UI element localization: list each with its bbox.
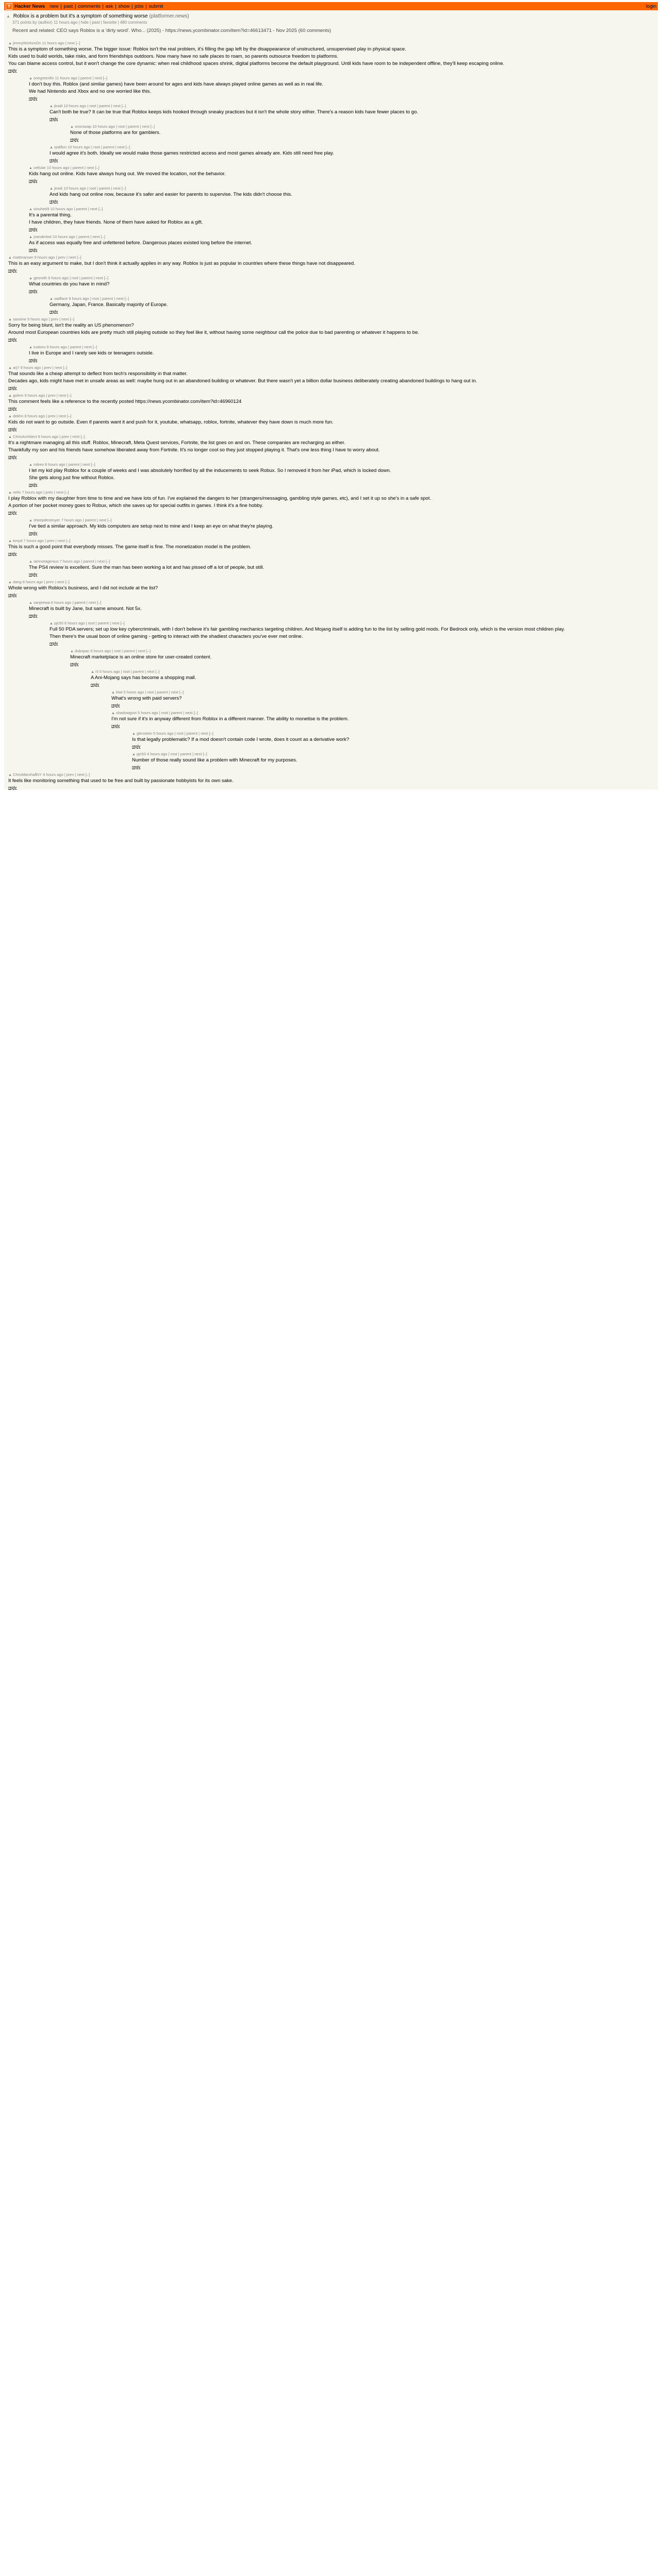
upvote-icon[interactable]: ▲: [70, 650, 74, 653]
comment-paragraph: Minecraft marketplace is an online store for user-created content.: [70, 654, 212, 660]
comment-paragraph: Decades ago, kids might have met in unsafe areas as well: maybe hung out in an abandoned building or whatever. But there wasn't yet a billion dollar business deliberately creating abandoned buildings to hang out in.: [8, 378, 477, 384]
upvote-icon[interactable]: ▲: [132, 753, 136, 756]
upvote-icon[interactable]: ▲: [29, 77, 32, 80]
nav-submit[interactable]: submit: [148, 3, 163, 9]
comment: [29, 207, 656, 231]
comment-meta[interactable]: jimmyWorkzsOn 11 hours ago | next [–]: [12, 41, 80, 45]
comment-paragraph: It feels like monitoring something that used to be free and built by passionate hobbyists for its own sake.: [8, 778, 234, 784]
reply-link[interactable]: reply: [8, 510, 17, 515]
comment-head: [29, 462, 656, 467]
comment-paragraph: Number of those really sound like a problem with Minecraft for my purposes.: [132, 757, 297, 763]
reply-link[interactable]: reply: [70, 137, 79, 142]
reply-link[interactable]: reply: [8, 551, 17, 556]
reply-link[interactable]: reply: [49, 199, 58, 204]
comment-paragraph: It's a parental thing.: [29, 212, 72, 218]
reply-link[interactable]: reply: [132, 765, 141, 769]
upvote-icon[interactable]: ▲: [111, 691, 115, 694]
reply-link[interactable]: reply: [8, 454, 17, 459]
comment-head: [132, 752, 656, 756]
comment-meta[interactable]: onegreenfin 11 hours ago | parent | next [–]: [33, 76, 107, 80]
comment-meta[interactable]: golem 9 hours ago | prev | next [–]: [12, 393, 72, 398]
comment-body: [8, 46, 656, 66]
upvote-icon[interactable]: ▲: [49, 187, 53, 191]
comment: [8, 772, 656, 790]
comment-head: [8, 490, 656, 495]
comment-body: [49, 626, 656, 639]
comment-paragraph: This is such a good point that everybody misses. The game itself is fine. The monetization model is the problem.: [8, 544, 252, 550]
comment: [29, 165, 656, 183]
comment-meta[interactable]: tonyd 7 hours ago | prev | next [–]: [12, 538, 71, 543]
comment-body: [8, 585, 656, 591]
comment-meta[interactable]: xnorswap 10 hours ago | root | parent | next [–]: [74, 124, 155, 129]
hn-header: [4, 2, 658, 10]
comment-body: [8, 544, 656, 550]
comment-meta[interactable]: jtradi 10 hours ago | root | parent | next [–]: [54, 104, 126, 108]
story-title-row: [6, 13, 656, 19]
comment-body: [8, 496, 656, 509]
comment: [8, 490, 656, 515]
reply-link[interactable]: reply: [29, 613, 38, 618]
comment-head: [29, 559, 656, 564]
comment-head: [29, 276, 656, 280]
story-text: [12, 28, 656, 33]
comment-body: [8, 323, 656, 335]
upvote-icon[interactable]: ▲: [29, 208, 32, 211]
upvote-icon[interactable]: ▲: [29, 277, 32, 280]
comment-paragraph: You can blame access control, but it won't change the core dynamic: when real childhood spaces shrink, digital platforms become the default playground. Until kids have room to be independent offline, they'll keep escaping online.: [8, 61, 505, 66]
comment: [111, 690, 656, 707]
upvote-icon[interactable]: ▲: [29, 463, 32, 467]
comment-body: [29, 350, 656, 356]
comment: [8, 538, 656, 556]
nav-ask[interactable]: ask: [105, 3, 113, 9]
comment-head: [111, 690, 656, 694]
comment: [49, 621, 656, 646]
nav-separator: |: [101, 3, 105, 9]
comment-meta[interactable]: arj7 9 hours ago | prev | next [–]: [12, 365, 68, 370]
comment: [8, 317, 656, 342]
story: [4, 10, 658, 37]
comment-paragraph: The PS4 review is excellent. Sure the man has been working a lot and has pissed off a lot of people, but still.: [29, 565, 264, 570]
comment-meta[interactable]: dekhn 8 hours ago | prev | next [–]: [12, 414, 72, 418]
comment: [29, 234, 656, 252]
upvote-icon[interactable]: ▲: [49, 297, 53, 301]
reply-link[interactable]: reply: [29, 531, 38, 535]
comment-head: [8, 317, 656, 321]
comment-paragraph: I live in Europe and I rarely see kids or teenagers outside.: [29, 350, 154, 356]
comment-meta[interactable]: sadface 9 hours ago | root | parent | next [–]: [54, 296, 129, 301]
nav-separator: |: [73, 3, 78, 9]
reply-link[interactable]: reply: [49, 116, 58, 121]
comment-head: [132, 731, 656, 736]
upvote-icon[interactable]: ▲: [8, 318, 12, 321]
comment-body: [70, 130, 656, 135]
hn-logo-icon[interactable]: Y: [6, 3, 12, 10]
comment: [8, 41, 656, 73]
story-site[interactable]: (platformer.news): [149, 13, 189, 19]
comment-head: [111, 710, 656, 715]
reply-link[interactable]: reply: [8, 427, 17, 431]
comment-body: [49, 109, 656, 115]
comment-paragraph: Kids do not want to go outside. Even if parents want it and push for it, youtube, whatsapp, roblox, fortnite, whatever they have down is much more fun.: [8, 419, 334, 425]
upvote-icon[interactable]: ▲: [70, 125, 74, 129]
reply-link[interactable]: reply: [8, 268, 17, 273]
nav-past[interactable]: past: [63, 3, 73, 9]
comment-head: [49, 186, 656, 191]
comment-head: [8, 255, 656, 260]
comment-paragraph: Is that legally problematic? If a mod doesn't contain code I wrote, does it count as a derivative work?: [132, 737, 350, 742]
comment-body: [29, 212, 656, 225]
nav-separator: |: [59, 3, 63, 9]
story-title[interactable]: Roblox is a problem but it's a symptom of something worse: [13, 13, 148, 19]
reply-link[interactable]: reply: [8, 406, 17, 411]
reply-link[interactable]: reply: [29, 289, 38, 293]
comment-body: [8, 399, 656, 404]
comment: [29, 600, 656, 618]
upvote-icon[interactable]: ▲: [29, 235, 32, 239]
comment-meta[interactable]: ChrisMarshallNY 4 hours ago | prev | next [–]: [12, 772, 90, 777]
comment-meta[interactable]: gesmith 9 hours ago | root | parent | next [–]: [33, 276, 109, 280]
reply-link[interactable]: reply: [8, 68, 17, 73]
comment-body: [29, 171, 656, 177]
comment-paragraph: It's a nightmare managing all this stuff. Roblox, Minecraft, Meta Quest services, Fortnite, the list goes on and on. These companies are recharging as either.: [8, 440, 345, 446]
comment-meta[interactable]: sheepdestroyer 7 hours ago | parent | next [–]: [33, 518, 112, 522]
comment-meta[interactable]: mikeo 8 hours ago | parent | next [–]: [33, 462, 95, 467]
comment-head: [29, 234, 656, 239]
reply-link[interactable]: reply: [8, 337, 17, 342]
top-nav: [49, 4, 163, 9]
comment-body: [8, 371, 656, 384]
comment-paragraph: Can't both be true? It can be true that Roblox keeps kids hooked through sneaky practices but it isn't the whole story either. There's a reason kids have fewer places to go.: [49, 109, 419, 115]
comment-meta[interactable]: shadowgovt 5 hours ago | root | parent | next [–]: [115, 710, 198, 715]
comment-head: [8, 772, 656, 777]
comment: [8, 580, 656, 597]
comment-head: [8, 538, 656, 543]
comment: [29, 345, 656, 362]
comment: [8, 365, 656, 390]
nav-separator: |: [113, 3, 118, 9]
comment-body: [29, 468, 656, 481]
story-paragraph: Recent and related: CEO says Roblox is a 'dirty word'. Who... (2025) - https://news.ycombinator.com/item?id=46613471 - Nov 2025 (60 comments): [12, 28, 331, 33]
comment-paragraph: Kids hang out online. Kids have always hung out. We moved the location, not the behavior.: [29, 171, 226, 177]
comment-paragraph: A portion of her pocket money goes to Robux, which she saves up for special outfits in games. I think it's a fine hobby.: [8, 503, 263, 509]
comment-paragraph: I let my kid play Roblox for a couple of weeks and I was absolutely horrified by all the inducements to seek Robux. So I removed it from her iPad, which is locked down.: [29, 468, 391, 473]
comment-paragraph: Whole wrong with Roblox's business, and I did not include at the list?: [8, 585, 158, 591]
story-meta: 371 points by (author) 11 hours ago | hide | past | favorite | 480 comments: [12, 20, 147, 25]
upvote-icon[interactable]: ▲: [29, 166, 32, 170]
reply-link[interactable]: reply: [111, 723, 120, 728]
upvote-icon[interactable]: ▲: [8, 581, 12, 584]
reply-link[interactable]: reply: [29, 482, 38, 487]
comment: [49, 296, 656, 314]
upvote-icon[interactable]: ▲: [132, 732, 136, 736]
comment-body: [49, 150, 656, 156]
comment-body: [132, 757, 656, 763]
upvote-icon[interactable]: ▲: [49, 622, 53, 625]
comment-meta[interactable]: jvanderbot 10 hours ago | parent | next [–]: [33, 234, 105, 239]
comment-meta[interactable]: pjc50 4 hours ago | root | parent | next [–]: [136, 752, 207, 756]
comment-paragraph: Then there's the usual boon of online gaming - getting to interact with the shadiest characters you've ever met online.: [49, 634, 303, 639]
reply-link[interactable]: reply: [132, 744, 141, 749]
comment-head: [70, 124, 656, 129]
nav-show[interactable]: show: [118, 3, 130, 9]
comment-head: [49, 621, 656, 625]
comment-body: [49, 192, 656, 197]
comment-paragraph: This is an easy argument to make, but I don't think it actually applies in any way. Roblox is just as popular in countries where these things have not disappeared.: [8, 261, 355, 266]
comment-body: [49, 302, 656, 308]
comment-body: [29, 281, 656, 287]
comment-meta[interactable]: neilv 7 hours ago | prev | next [–]: [12, 490, 69, 495]
comment: [8, 414, 656, 431]
comment-meta[interactable]: nl 5 hours ago | root | parent | next [–]: [95, 669, 160, 674]
upvote-icon[interactable]: ▲: [29, 601, 32, 605]
brand-link[interactable]: Hacker News: [14, 3, 45, 9]
reply-link[interactable]: reply: [49, 158, 58, 162]
nav-jobs[interactable]: jobs: [135, 3, 144, 9]
comment-meta[interactable]: rpdillon 10 hours ago | root | parent | next [–]: [54, 145, 130, 149]
reply-link[interactable]: reply: [29, 247, 38, 252]
comment-paragraph: I play Roblox with my daughter from time to time and we have lots of fun. I've explained the dangers to her (strangers/messaging, gambling style games, etc), and I set it up so she's in a safe spot.: [8, 496, 431, 501]
reply-link[interactable]: reply: [70, 662, 79, 666]
comment-paragraph: We had Nintendo and Xbox and no one worried like this.: [29, 89, 151, 94]
comment-body: [29, 606, 656, 612]
comment-paragraph: This is a symptom of something worse. The bigger issue: Roblox isn't the real problem, it's filling the gap left by the disappearance of unstructured, unsupervised play in physical space.: [8, 46, 406, 52]
upvote-icon[interactable]: ▲: [8, 539, 12, 543]
comment-body: [8, 419, 656, 425]
comment-paragraph: As if access was equally free and unfettered before. Dangerous places existed long before the internet.: [29, 240, 253, 246]
comment-paragraph: Around most European countries kids are pretty much still playing outside so they feel like it, without having some neighbour call the police due to bad parenting or whatever it happens to be.: [8, 330, 419, 335]
upvote-icon[interactable]: ▲: [8, 366, 12, 370]
comment: [91, 669, 656, 687]
comment-paragraph: Kids used to build worlds, take risks, and form friendships outdoors. Now many have no safe places to roam, so parents outsource freedom to platforms.: [8, 54, 338, 59]
comment-head: [29, 165, 656, 170]
comment: [8, 434, 656, 459]
reply-link[interactable]: reply: [29, 178, 38, 183]
upvote-icon[interactable]: ▲: [8, 394, 12, 398]
nav-separator: |: [144, 3, 148, 9]
reply-link[interactable]: reply: [91, 682, 100, 687]
comment: [111, 710, 656, 728]
comment-body: [91, 675, 656, 681]
comment-head: [70, 649, 656, 653]
comment-paragraph: I've tied a similar approach. My kids computers are setup next to mine and I keep an eye on what they're playing.: [29, 523, 274, 529]
comment-paragraph: A Ani-Mojang says has become a shopping mall.: [91, 675, 196, 681]
comment-tree: [4, 37, 658, 790]
comment: [49, 145, 656, 162]
comment-body: [132, 737, 656, 742]
comment: [29, 559, 656, 577]
comment: [70, 124, 656, 142]
comment-head: [49, 145, 656, 149]
comment: [29, 276, 656, 293]
reply-link[interactable]: reply: [29, 358, 38, 362]
upvote-icon[interactable]: ▲: [29, 519, 32, 522]
comment-head: [8, 41, 656, 45]
upvote-icon[interactable]: ▲: [8, 415, 12, 418]
reply-link[interactable]: reply: [111, 703, 120, 707]
comment-meta[interactable]: sinuhe69 10 hours ago | parent | next [–]: [33, 207, 103, 211]
comment-meta[interactable]: saxoine 9 hours ago | prev | next [–]: [12, 317, 74, 321]
nav-new[interactable]: new: [49, 3, 59, 9]
login-link[interactable]: login: [646, 3, 656, 9]
reply-link[interactable]: reply: [29, 227, 38, 231]
comment-paragraph: Sorry for being blunt, isn't the reality an US phenomenon?: [8, 323, 134, 328]
comment-head: [8, 580, 656, 584]
upvote-icon[interactable]: ▲: [8, 256, 12, 260]
comment-body: [8, 440, 656, 453]
comment-paragraph: Minecraft is built by Jane, but same amount. Not 5x.: [29, 606, 142, 612]
comment-meta[interactable]: pjc50 6 hours ago | root | parent | next [–]: [54, 621, 125, 625]
comment-head: [8, 414, 656, 418]
comment-paragraph: And kids hang out online now, because it's safer and easier for parents to supervise. The kids didn't choose this.: [49, 192, 292, 197]
comment: [49, 186, 656, 204]
comment-body: [111, 716, 656, 722]
comment-paragraph: I would agree it's both. Ideally we would make those games restricted access and most games already are. Kids still need free play.: [49, 150, 334, 156]
comment-meta[interactable]: tuatoru 9 hours ago | parent | next [–]: [33, 345, 97, 349]
comment-meta[interactable]: jtradi 10 hours ago | root | parent | next [–]: [54, 186, 126, 191]
comment-meta[interactable]: cellular 10 hours ago | parent | next [–]: [33, 165, 100, 170]
comment: [29, 518, 656, 535]
comment: [8, 393, 656, 411]
comment-paragraph: I don't buy this. Roblox (and similar games) have been around for ages and kids have always played online games as well as in real life.: [29, 81, 324, 87]
comment-paragraph: None of those platforms are for gamblers.: [70, 130, 161, 135]
comment-paragraph: That sounds like a cheap attempt to deflect from tech's responsibility in that matter.: [8, 371, 188, 377]
comment-meta[interactable]: mattmanser 9 hours ago | prev | next [–]: [12, 255, 81, 260]
upvote-icon[interactable]: ▲: [8, 491, 12, 495]
comment-body: [111, 696, 656, 701]
comment-head: [8, 393, 656, 398]
comment-head: [29, 207, 656, 211]
comment-paragraph: Germany, Japan, France. Basically majority of Europe.: [49, 302, 168, 308]
upvote-icon[interactable]: ▲: [91, 670, 94, 674]
comment: [29, 462, 656, 487]
comment-paragraph: She gets along just fine without Roblox.: [29, 475, 115, 481]
reply-link[interactable]: reply: [8, 385, 17, 390]
comment-paragraph: Thankfully my son and his friends have somehow liberated away from Fortnite. It's no longer cool so they just stopped playing it. That's one less thing I have to worry about.: [8, 447, 380, 453]
comment-meta[interactable]: iamnotagenius 7 hours ago | parent | next [–]: [33, 559, 110, 564]
comment-meta[interactable]: ChrisArchitect 8 hours ago | prev | next [–]: [12, 434, 85, 439]
comment-head: [8, 434, 656, 439]
comment-body: [29, 565, 656, 570]
reply-link[interactable]: reply: [29, 96, 38, 100]
comment: [49, 104, 656, 121]
reply-link[interactable]: reply: [49, 309, 58, 314]
comment-body: [29, 523, 656, 529]
comment-body: [29, 240, 656, 246]
comment-meta[interactable]: kiwi 5 hours ago | root | parent | next [–]: [115, 690, 184, 694]
comment-meta[interactable]: dubspac 6 hours ago | root | parent | next [–]: [74, 649, 151, 653]
comment: [29, 76, 656, 100]
comment-meta[interactable]: dang 6 hours ago | prev | next [–]: [12, 580, 70, 584]
comment-head: [29, 518, 656, 522]
comment: [132, 752, 656, 769]
reply-link[interactable]: reply: [29, 572, 38, 577]
upvote-icon[interactable]: ▲: [6, 14, 10, 19]
comment: [8, 255, 656, 273]
upvote-icon[interactable]: ▲: [8, 773, 12, 777]
comment-body: [8, 778, 656, 784]
comment: [132, 731, 656, 749]
comment-paragraph: I'm not sure if it's in anyway different from Roblox in a different manner. The ability to monetise is the problem.: [111, 716, 349, 722]
comment-head: [91, 669, 656, 674]
upvote-icon[interactable]: ▲: [29, 346, 32, 349]
comment-body: [8, 261, 656, 266]
comment-meta[interactable]: sanjeewa 6 hours ago | parent | next [–]: [33, 600, 102, 605]
upvote-icon[interactable]: ▲: [111, 711, 115, 715]
upvote-icon[interactable]: ▲: [8, 42, 12, 45]
upvote-icon[interactable]: ▲: [49, 146, 53, 149]
comment-head: [29, 600, 656, 605]
comment: [70, 649, 656, 666]
comment-body: [29, 81, 656, 94]
page: [4, 2, 658, 790]
upvote-icon[interactable]: ▲: [29, 560, 32, 564]
nav-separator: |: [130, 3, 135, 9]
comment-head: [29, 76, 656, 80]
comment-head: [49, 104, 656, 108]
reply-link[interactable]: reply: [8, 592, 17, 597]
comment-paragraph: This comment feels like a reference to the recently posted https://news.ycombinator.com/item?id=46960124: [8, 399, 242, 404]
comment-head: [49, 296, 656, 301]
comment-head: [8, 365, 656, 370]
comment-paragraph: Full 50 PDA servers; set up low key cybercriminals, with I don't believe it's fair gambling mechanics targeting children. And Mojang itself is adding fun to the list by selling gold mods. For Bedrock only, which is the version most children play.: [49, 626, 565, 632]
nav-comments[interactable]: comments: [78, 3, 101, 9]
reply-link[interactable]: reply: [49, 641, 58, 646]
comment-body: [70, 654, 656, 660]
comment-paragraph: What countries do you have in mind?: [29, 281, 110, 287]
upvote-icon[interactable]: ▲: [49, 105, 53, 108]
upvote-icon[interactable]: ▲: [8, 435, 12, 439]
comment-head: [29, 345, 656, 349]
comment-meta[interactable]: glenstein 5 hours ago | root | parent | next [–]: [136, 731, 213, 736]
reply-link[interactable]: reply: [8, 785, 17, 790]
comment-paragraph: What's wrong with paid servers?: [111, 696, 182, 701]
comment-paragraph: I have children, they have friends. None of them have asked for Roblox as a gift.: [29, 219, 203, 225]
